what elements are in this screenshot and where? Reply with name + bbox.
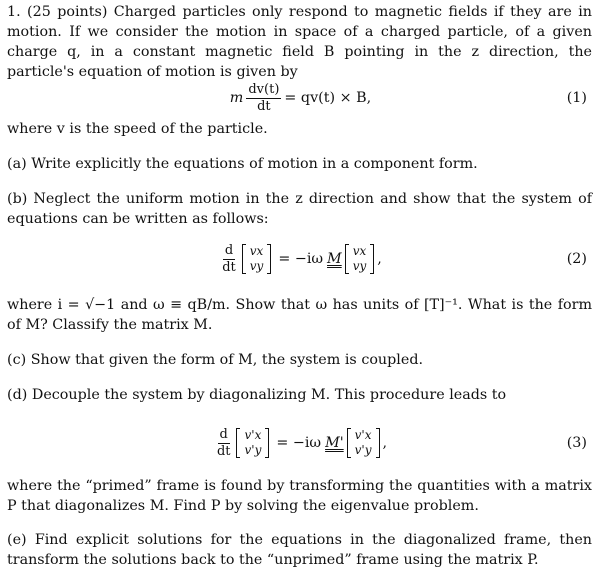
eq3-left-top: v'x	[244, 428, 262, 442]
eq1-mass: m	[229, 90, 244, 106]
eq2-left-bottom: vy	[249, 259, 264, 273]
eq2-right-vector	[345, 244, 375, 274]
part-a: (a) Write explicitly the equations of motion in a component form.	[7, 156, 478, 172]
eq2-derivative	[222, 243, 236, 276]
eq2-number: (2)	[566, 251, 587, 267]
eq3-right-top: v'x	[354, 428, 372, 442]
equation-1	[0, 80, 601, 116]
eq2-right-bottom: vy	[352, 259, 367, 273]
eq3-derivative	[217, 427, 231, 460]
part-e: (e) Find explicit solutions for the equations in the diagonalized frame, then transform the solutions back to the “unprimed” frame using the matrix P.	[7, 532, 592, 568]
eq3-d: d	[219, 426, 228, 442]
eq2-comma: ,	[377, 251, 382, 267]
equation-3	[0, 420, 601, 466]
eq2-right-top: vx	[352, 244, 367, 258]
after-eq2: where i = √−1 and ω ≡ qB/m. Show that ω has units of [T]⁻¹. What is the form of M? Classify the matrix M.	[7, 297, 592, 333]
eq1-derivative	[246, 82, 281, 115]
eq2-dt: dt	[222, 259, 236, 275]
eq1-denominator: dt	[257, 98, 271, 114]
eq3-left-bottom: v'y	[244, 443, 262, 457]
after-eq3: where the “primed” frame is found by transforming the quantities with a matrix P that diagonalizes M. Find P by solving the eigenvalue problem.	[7, 478, 592, 514]
problem-intro: 1. (25 points) Charged particles only respond to magnetic fields if they are in motion. If we consider the motion in space of a charged particle, of a given charge q, in a constant magnetic field B pointing in the z direction, the particle's equation of motion is given by	[7, 4, 592, 80]
equation-2	[0, 237, 601, 281]
part-c: (c) Show that given the form of M, the system is coupled.	[7, 352, 424, 368]
part-b-text: (b) Neglect the uniform motion in the z direction and show that the system of equations can be written as follows:	[7, 191, 592, 227]
eq2-left-vector	[242, 244, 272, 274]
eq3-number: (3)	[566, 435, 587, 451]
eq3-left-vector	[236, 428, 269, 458]
eq2-mid: = −iω	[278, 251, 324, 267]
eq3-right-bottom: v'y	[354, 443, 372, 457]
eq3-comma: ,	[382, 435, 388, 451]
eq2-matrix: M	[327, 251, 342, 267]
eq3-dt: dt	[216, 443, 231, 459]
eq1-numerator: dv(t)	[248, 81, 280, 97]
eq2-left-top: vx	[249, 244, 264, 258]
eq1-rhs: = qv(t) × B,	[284, 90, 372, 106]
eq3-matrix: M'	[325, 435, 344, 451]
after-eq1: where v is the speed of the particle.	[7, 121, 268, 137]
eq2-d: d	[224, 242, 234, 258]
part-d-text: (d) Decouple the system by diagonalizing M. This procedure leads to	[7, 387, 507, 403]
eq3-mid: = −iω	[276, 435, 322, 451]
eq3-right-vector	[347, 428, 380, 458]
eq1-number: (1)	[566, 90, 587, 106]
